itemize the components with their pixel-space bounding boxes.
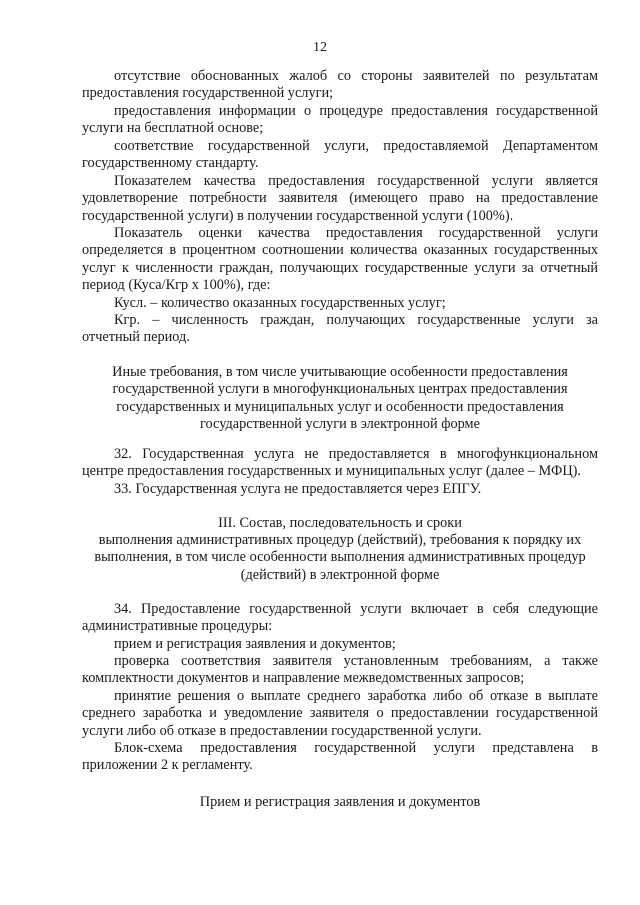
- paragraph-item-33: 33. Государственная услуга не предоставляется через ЕПГУ.: [114, 481, 482, 497]
- section-heading-other-requirements: Иные требования, в том числе учитывающие особенности предоставления государственной услуги в многофункциональных центрах предоставления государственных и муниципальных услуг и особенности предоставления государственной услуги в электронной форме: [112, 364, 568, 433]
- paragraph-quality-indicator: Показателем качества предоставления государственной услуги является удовлетворение потребности заявителя (имеющего право на предоставление государственной услуги) в получении государственной услуги (100%).: [82, 173, 598, 224]
- paragraph-flowchart-reference: Блок-схема предоставления государственной услуги представлена в приложении 2 к регламенту.: [82, 740, 598, 774]
- paragraph-procedure-verification: проверка соответствия заявителя установленным требованиям, а также комплектности документов и направление межведомственных запросов;: [82, 653, 598, 687]
- paragraph-item-34: 34. Предоставление государственной услуги включает в себя следующие административные процедуры:: [82, 601, 598, 635]
- paragraph-standard-compliance: соответствие государственной услуги, предоставляемой Департаментом государственному стандарту.: [82, 138, 598, 172]
- paragraph-evaluation-indicator: Показатель оценки качества предоставления государственной услуги определяется в процентном соотношении количества оказанных государственных услуг к численности граждан, получающих государственные услуги за отчетный период (Куса/Кгр х 100%), где:: [82, 225, 598, 294]
- paragraph-item-32: 32. Государственная услуга не предоставляется в многофункциональном центре предоставления государственных и муниципальных услуг (далее – МФЦ).: [82, 446, 598, 480]
- paragraph-free-info: предоставления информации о процедуре предоставления государственной услуги на бесплатной основе;: [82, 103, 598, 137]
- section-heading-iii-subtitle: выполнения административных процедур (действий), требования к порядку их выполнения, в том числе особенности выполнения административных процедур (действий) в электронной форме: [94, 532, 586, 583]
- paragraph-no-complaints: отсутствие обоснованных жалоб со стороны заявителей по результатам предоставления государственной услуги;: [82, 68, 598, 102]
- paragraph-services-count-definition: Кусл. – количество оказанных государственных услуг;: [114, 295, 446, 311]
- paragraph-procedure-decision: принятие решения о выплате среднего заработка либо об отказе в выплате среднего заработка и уведомление заявителя о предоставлении государственной услуги либо об отказе в предоставлении государственной услуги.: [82, 688, 598, 739]
- section-heading-reception: Прием и регистрация заявления и документов: [199, 794, 481, 810]
- paragraph-procedure-reception: прием и регистрация заявления и документов;: [114, 636, 396, 652]
- paragraph-citizens-count-definition: Кгр. – численность граждан, получающих государственные услуги за отчетный период.: [82, 312, 598, 346]
- section-heading-iii-title: III. Состав, последовательность и сроки: [218, 515, 462, 531]
- page-number: 12: [313, 40, 327, 55]
